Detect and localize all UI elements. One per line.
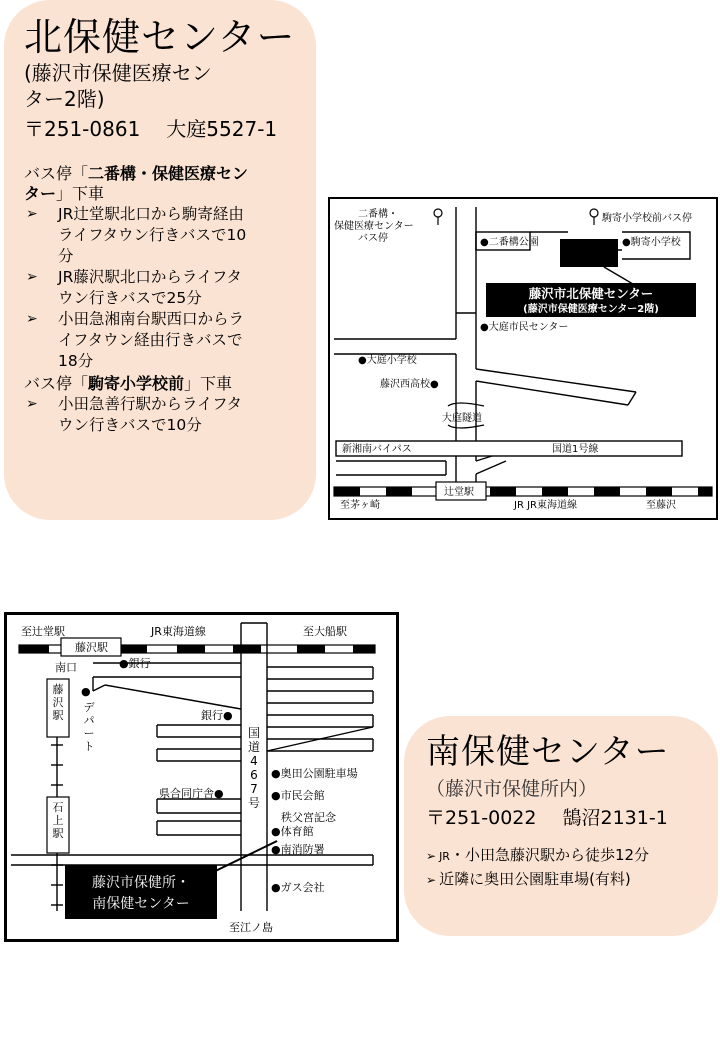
map-label: 辻堂駅 (444, 487, 474, 498)
map-label: 保健医療センター (334, 221, 414, 232)
health-center-building (560, 239, 618, 267)
callout-title: 藤沢市北保健センター (528, 286, 654, 301)
bus-stop-name: 駒寄小学校前 (88, 374, 185, 393)
arrow-bullet-icon: ➢ (26, 206, 38, 222)
bus-stop-heading-1 (24, 164, 304, 204)
map-label: JR JR東海道線 (514, 500, 577, 511)
list-item (426, 844, 708, 868)
route-text: 分 (58, 247, 74, 265)
south-map-svg (7, 615, 396, 939)
callout-title: 藤沢市保健所・ (92, 875, 190, 891)
south-center-info-panel (404, 716, 718, 936)
north-center-subtitle-line1: (藤沢市保健医療セン (24, 61, 212, 85)
route-text: 小田急善行駅からライフタ (58, 395, 242, 413)
arrow-bullet-icon: ➢ (26, 311, 38, 327)
route-text: ライフタウン行きバスで10 (58, 226, 247, 244)
arrow-bullet-icon: ➢ (26, 269, 38, 285)
map-label: 県合同庁舎● (159, 787, 224, 800)
access-text: 近隣に奥田公園駐車場(有料) (439, 870, 631, 888)
map-label: 二番構・ (358, 209, 398, 220)
map-label: ●ガス会社 (271, 881, 325, 894)
map-label-vertical: 石上駅 (52, 801, 64, 840)
map-label: 秩父宮記念 (281, 811, 336, 824)
map-label: 駒寄小学校前バス停 (602, 213, 692, 224)
map-label: ●市民会館 (271, 789, 325, 802)
map-label: バス停 (358, 233, 388, 244)
route-list-1 (24, 204, 304, 372)
south-center-subtitle: （藤沢市保健所内） (426, 778, 598, 800)
map-label: 藤沢西高校● (380, 379, 439, 390)
north-center-map (328, 197, 718, 520)
list-item (24, 394, 304, 436)
map-label: 藤沢駅 (75, 641, 108, 654)
map-label: 銀行● (201, 709, 233, 722)
map-label: ● (81, 685, 91, 698)
map-label: ●大庭小学校 (358, 355, 417, 366)
route-text: JR藤沢駅北口からライフタ (58, 268, 242, 286)
south-center-title: 南保健センター (426, 732, 670, 772)
map-label: 新湘南バイパス (342, 444, 412, 455)
north-map-svg (330, 199, 716, 518)
access-text: ・小田急藤沢駅から徒歩12分 (449, 846, 650, 864)
south-street-address: 鵠沼2131-1 (562, 807, 668, 829)
map-label-vertical: 藤沢駅 (52, 683, 64, 722)
list-item (426, 868, 708, 891)
bus-stop-prefix: バス停「 (24, 164, 89, 183)
map-label: ●銀行 (119, 657, 151, 670)
callout-subtitle: (藤沢市保健医療センター2階) (523, 304, 659, 315)
south-access-list (426, 844, 708, 891)
map-label: 至辻堂駅 (21, 625, 65, 638)
map-label: ●大庭市民センター (480, 322, 569, 333)
railway-line (334, 487, 712, 496)
map-label: ●駒寄小学校 (622, 237, 681, 248)
bus-stop-suffix: 」下車 (184, 374, 233, 393)
north-center-title: 北保健センター (24, 15, 296, 59)
map-label: ●奥田公園駐車場 (271, 767, 358, 780)
map-label: 大庭隧道 (442, 413, 482, 424)
map-label: ●南消防署 (271, 843, 325, 856)
bus-stop-name: 二番構・保健医療セン (88, 164, 249, 183)
south-postal-code: 〒251-0022 (426, 807, 537, 829)
route-text: イフタウン経由行きバスで (58, 331, 243, 349)
map-label: ●体育館 (271, 825, 314, 838)
route-text: ウン行きバスで10分 (58, 416, 202, 434)
map-label: 国道1号線 (552, 444, 599, 455)
route-text: ウン行きバスで25分 (58, 289, 202, 307)
bus-stop-icon (434, 209, 442, 225)
south-center-map (4, 612, 399, 942)
bus-stop-prefix: バス停「 (24, 374, 89, 393)
route-text: JR辻堂駅北口から駒寄経由 (58, 205, 244, 223)
bus-stop-heading-2 (24, 374, 304, 394)
map-label: 南口 (55, 661, 77, 674)
map-label: 至茅ヶ崎 (340, 500, 380, 511)
list-item (24, 204, 304, 267)
list-item (24, 309, 304, 372)
north-center-info-panel (4, 0, 316, 520)
north-street-address: 大庭5527-1 (166, 117, 278, 141)
map-label-vertical: 国道 4 6 7 号 (247, 726, 261, 810)
map-label: ●二番構公園 (480, 237, 539, 248)
map-label-vertical: デパート (83, 701, 95, 753)
map-label: JR東海道線 (151, 625, 206, 638)
list-item (24, 267, 304, 309)
south-center-address (426, 804, 708, 832)
arrow-bullet-icon: ➢ (26, 396, 38, 412)
arrow-bullet-icon: ➢ (426, 849, 437, 863)
bus-stop-suffix: 」下車 (56, 184, 105, 203)
map-label: 至江ノ島 (229, 921, 273, 934)
access-small-text: JR (439, 850, 450, 863)
route-text: 小田急湘南台駅西口からラ (58, 310, 245, 328)
arrow-bullet-icon: ➢ (426, 873, 437, 887)
route-list-2 (24, 394, 304, 436)
bus-stop-icon (590, 209, 598, 225)
bus-stop-name-cont: ター (24, 184, 57, 203)
north-center-address (24, 114, 304, 144)
callout-subtitle: 南保健センター (92, 896, 190, 912)
map-label: 至藤沢 (646, 500, 676, 511)
route-text: 18分 (58, 352, 94, 370)
map-label: 至大船駅 (303, 625, 347, 638)
north-postal-code: 〒251-0861 (24, 117, 141, 141)
north-center-subtitle-line2: ター2階) (24, 87, 105, 111)
